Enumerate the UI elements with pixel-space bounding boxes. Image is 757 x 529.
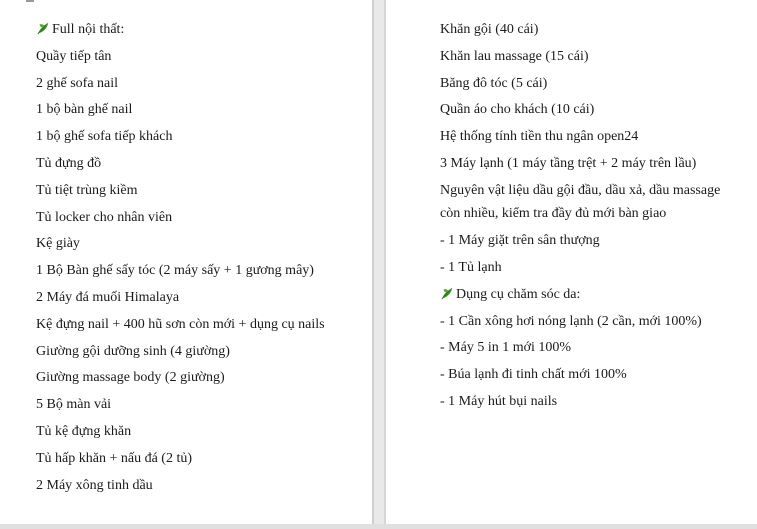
list-item: Hệ thống tính tiền thu ngân open24 — [440, 129, 639, 145]
page-corner-mark — [26, 0, 34, 2]
list-item: 2 Máy xông tinh dầu — [36, 477, 153, 493]
list-item: 1 bộ ghế sofa tiếp khách — [36, 129, 173, 145]
supplies-text-line1: Nguyên vật liệu dầu gội đầu, dầu xả, dầu massage — [440, 182, 721, 198]
list-item: Giường gội dưỡng sinh (4 giường) — [36, 343, 230, 359]
list-item: Khăn gội (40 cái) — [440, 22, 539, 37]
page-bottom-edge — [0, 524, 757, 529]
list-item: Tủ tiệt trùng kiềm — [36, 182, 138, 198]
list-item: Quầy tiếp tân — [36, 48, 112, 64]
right-text-column — [440, 19, 752, 418]
list-item: Kệ đựng nail + 400 hũ sơn còn mới + dụng cụ nails — [36, 316, 325, 332]
list-item: - 1 Máy hút bụi nails — [440, 394, 558, 410]
list-item: 5 Bộ màn vải — [36, 397, 112, 413]
list-item: Quần áo cho khách (10 cái) — [440, 102, 595, 118]
list-item: Tủ hấp khăn + nấu đá (2 tủ) — [36, 450, 193, 466]
list-item: Tủ đựng đồ — [36, 155, 102, 171]
list-item: Khăn lau massage (15 cái) — [440, 48, 589, 64]
left-text-column — [36, 19, 366, 501]
list-item: 1 bộ bàn ghế nail — [36, 102, 133, 118]
list-item: Băng đô tóc (5 cái) — [440, 75, 548, 91]
leafy-green-icon — [440, 286, 454, 300]
list-item: - 1 Máy giặt trên sân thượng — [440, 233, 600, 249]
list-item: 1 Bộ Bàn ghế sấy tóc (2 máy sấy + 1 gương mây) — [36, 263, 314, 279]
section-heading-skincare — [440, 284, 752, 311]
list-item: Kệ giày — [36, 236, 80, 252]
list-item: - 1 Cần xông hơi nóng lạnh (2 cần, mới 100%) — [440, 313, 702, 329]
page-divider-left — [372, 0, 374, 524]
list-item: Giường massage body (2 giường) — [36, 370, 225, 386]
list-item: - 1 Tủ lạnh — [440, 260, 502, 276]
section-heading-furniture — [36, 19, 366, 46]
supplies-text-line2: còn nhiều, kiểm tra đầy đủ mới bàn giao — [440, 205, 667, 221]
list-item: 2 ghế sofa nail — [36, 75, 119, 91]
list-item: Tủ locker cho nhân viên — [36, 209, 173, 225]
heading-text: Dụng cụ chăm sóc da: — [456, 286, 581, 302]
list-item: 2 Máy đá muối Himalaya — [36, 289, 180, 305]
list-item: - Máy 5 in 1 mới 100% — [440, 340, 572, 356]
list-item: - Búa lạnh đi tinh chất mới 100% — [440, 367, 627, 383]
list-item: Tủ kệ đựng khăn — [36, 423, 132, 439]
list-item: 3 Máy lạnh (1 máy tầng trệt + 2 máy trên lầu) — [440, 155, 697, 171]
leafy-green-icon — [36, 21, 50, 35]
heading-text: Full nội thất: — [52, 22, 125, 37]
